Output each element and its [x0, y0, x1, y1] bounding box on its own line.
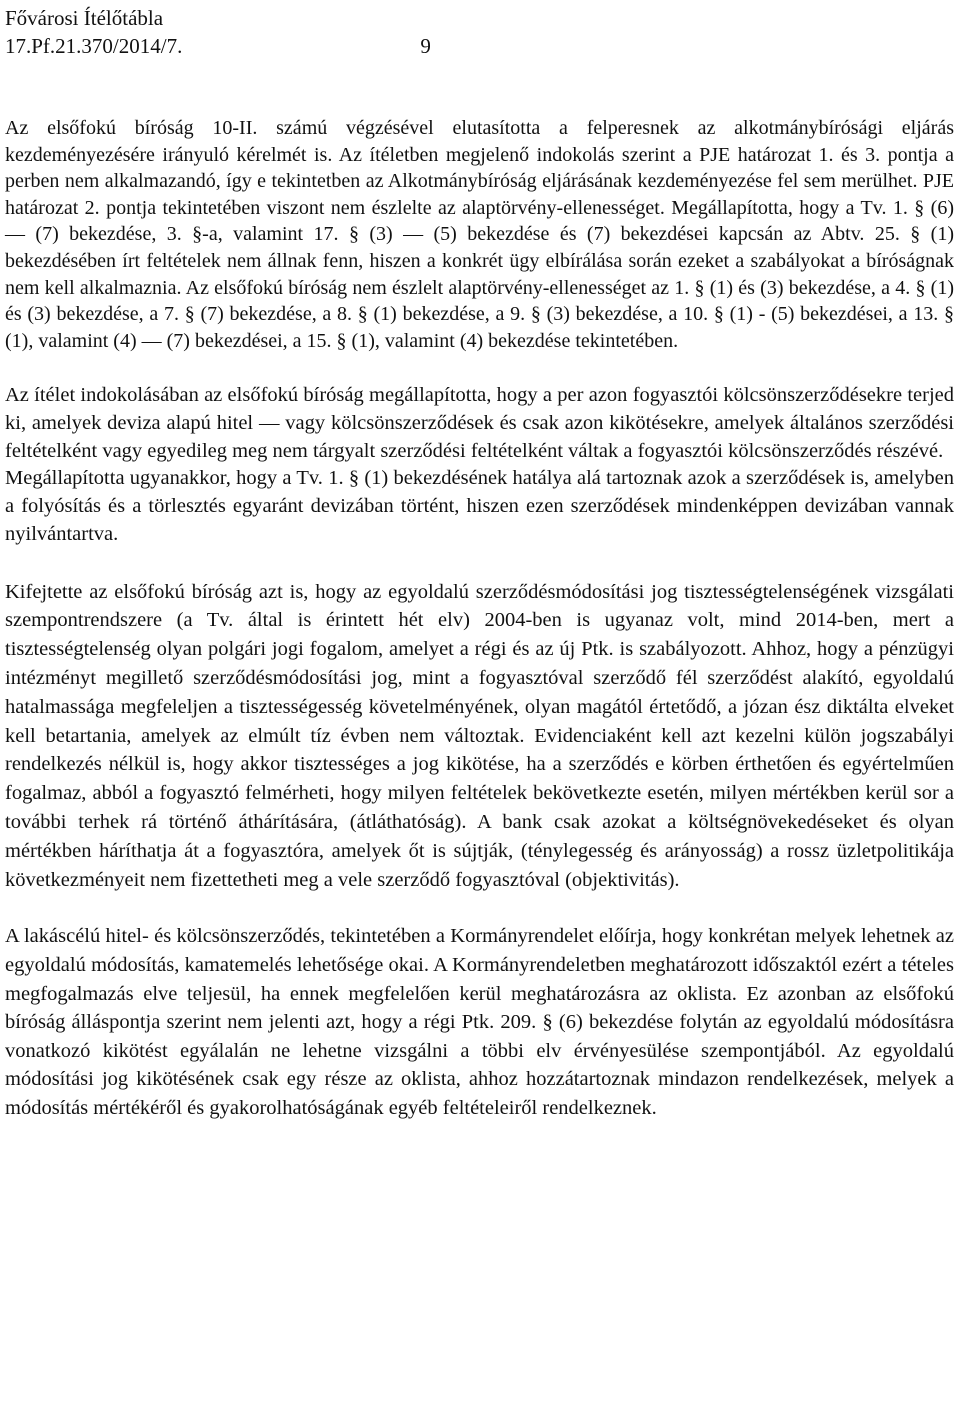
- header-case-line: [5, 32, 954, 60]
- case-number: 17.Pf.21.370/2014/7.: [5, 34, 183, 58]
- paragraph: Az ítélet indokolásában az elsőfokú bíróság megállapította, hogy a per azon fogyasztói kölcsönszerződésekre terjed ki, amelyek deviza alapú hitel ― vagy kölcsönszerződések és csak azon kikötésekre, amelyek általános szerződési feltételként vagy egyedileg meg nem tárgyalt szerződési feltételként váltak a fogyasztói kölcsönszerződés részévé.: [5, 384, 954, 462]
- court-name: Fővárosi Ítélőtábla: [5, 6, 164, 30]
- page-number: 9: [420, 34, 431, 58]
- paragraph: Az elsőfokú bíróság 10-II. számú végzésével elutasította a felperesnek az alkotmánybírósági eljárás kezdeményezésére irányuló kérelmét is. Az ítéletben megjelenő indokolás szerint a PJE határozat 1. és 3. pontja a perben nem alkalmazandó, így e tekintetben az Alkotmánybíróság eljárásának kezdeményezése fel sem merülhet. PJE határozat 2. pontja tekintetében viszont nem észlelte az alaptörvény-ellenességet. Megállapította, hogy a Tv. 1. § (6) ― (7) bekezdése, 3. §-a, valamint 17. § (3) ― (5) bekezdése és (7) bekezdései kapcsán az Abtv. 25. § (1) bekezdésében írt feltételek nem állnak fenn, hiszen a konkrét ügy elbírálása során ezeket a szabályokat a bíróságnak nem kell alkalmaznia. Az elsőfokú bíróság nem észlelt alaptörvény-ellenességet az 1. § (1) és (3) bekezdése, a 4. § (1) és (3) bekezdése, a 7. § (7) bekezdése, a 8. § (1) bekezdése, a 9. § (3) bekezdése, a 10. § (1) - (5) bekezdései, a 13. § (1), valamint (4) ― (7) bekezdései, a 15. § (1), valamint (4) bekezdése tekintetében.: [5, 117, 954, 352]
- paragraph: Kifejtette az elsőfokú bíróság azt is, hogy az egyoldalú szerződésmódosítási jog tisztességtelenségének vizsgálati szempontrendszere (a Tv. által is érintett hét elv) 2004-ben is ugyanaz volt, mind 2014-ben, mert a tisztességtelenség olyan polgári jogi fogalom, amelyet a régi és az új Ptk. is szabályozott. Ahhoz, hogy a pénzügyi intézményt megillető szerződésmódosítási jog, mint a fogyasztóval szerződő fél szerződést alakító, egyoldalú hatalmassága megfeleljen a tisztességesség követelményének, olyan magától értetődő, a józan ész diktálta elveket kell betartania, amelyek az elmúlt tíz évben nem változtak. Evidenciaként kell azt kezelni külön jogszabályi rendelkezés nélkül is, hogy akkor tisztességes a jog kikötése, ha a szerződés e körben érthetően és egyértelműen fogalmaz, abból a fogyasztó felmérheti, hogy milyen feltételek bekövetkezte esetén, milyen mértékben kerül sor a további terhek rá történő áthárítására, (átláthatóság). A bank csak azokat a költségnövekedéseket és olyan mértékben háríthatja át a fogyasztóra, amelyek őt is sújtják, (ténylegesség és arányosság) a rossz üzletpolitikája következményeit nem fizettetheti meg a vele szerződő fogyasztóval (objektivitás).: [5, 580, 954, 891]
- document-body: [5, 115, 954, 1122]
- paragraph: A lakáscélú hitel- és kölcsönszerződés, tekintetében a Kormányrendelet előírja, hogy konkrétan melyek lehetnek az egyoldalú módosítás, kamatemelés lehetősége okai. A Kormányrendeletben meghatározott időszaktól ezért a tételes megfogalmazás elve teljesül, ha ennek megfelelően kerül meghatározásra az oklista. Ez azonban az elsőfokú bíróság álláspontja szerint nem jelenti azt, hogy a régi Ptk. 209. § (6) bekezdése folytán az egyoldalú módosításra vonatkozó kikötést egyálalán ne lehetne vizsgálni a többi elv érvényesülése szempontjából. Az egyoldalú módosítási jog kikötésének csak egy része az oklista, ahhoz hozzátartoznak mindazon rendelkezések, melyek a módosítás mértékéről és gyakorolhatóságának egyéb feltételeiről rendelkeznek.: [5, 925, 954, 1119]
- paragraph: Megállapította ugyanakkor, hogy a Tv. 1. § (1) bekezdésének hatálya alá tartoznak azok a szerződések is, amelyben a folyósítás és a törlesztés egyaránt devizában történt, hiszen ezen szerződések mindenképpen devizában vannak nyilvántartva.: [5, 467, 954, 545]
- page-header: [5, 4, 954, 60]
